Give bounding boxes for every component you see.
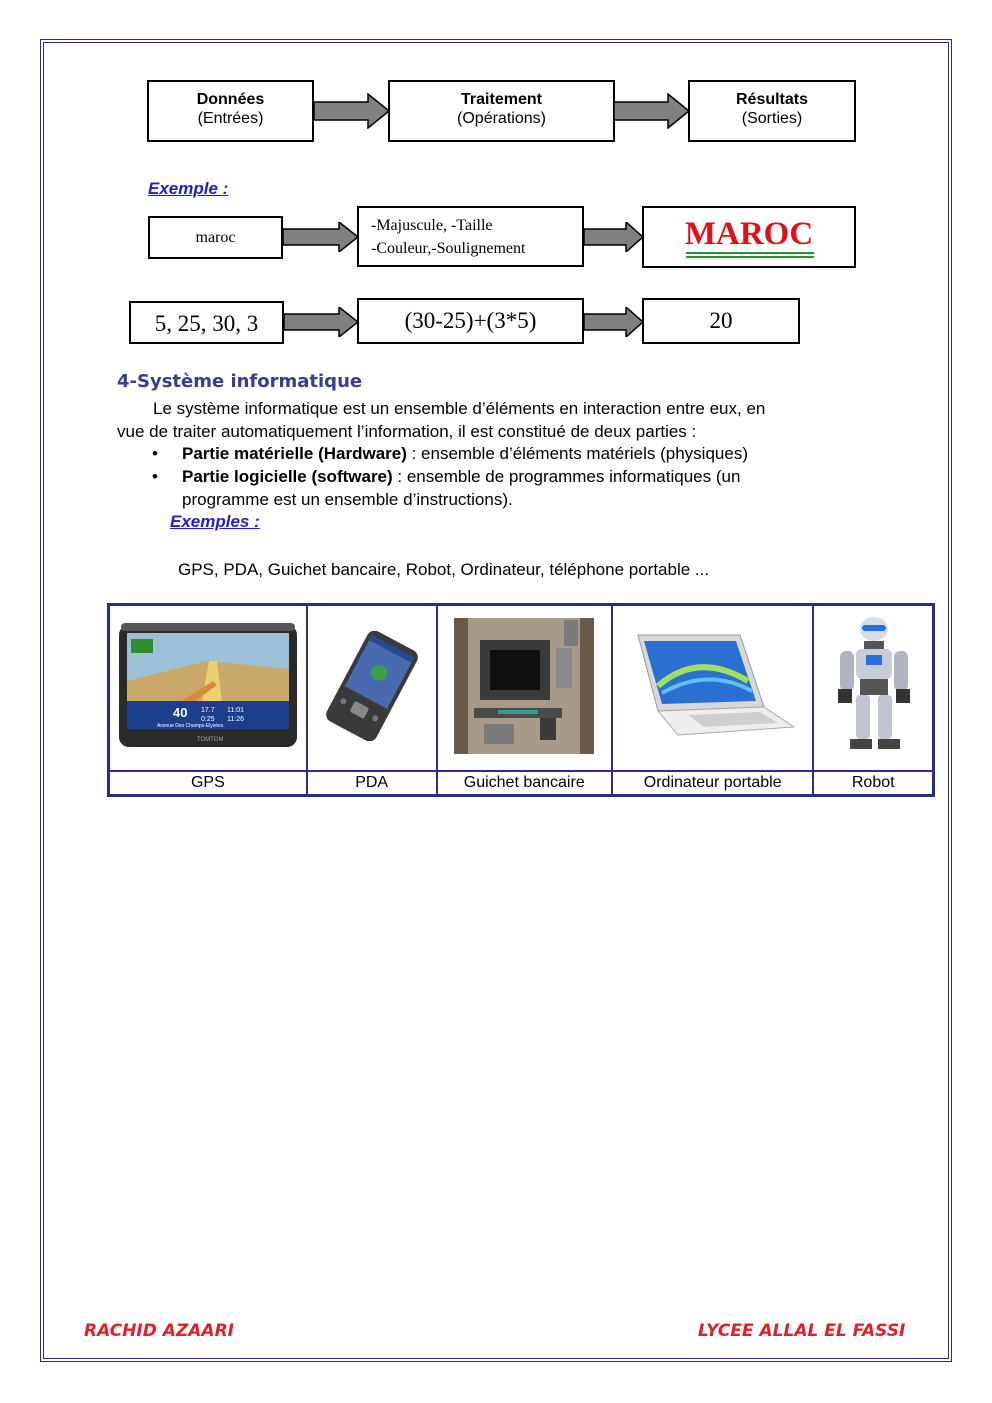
example1-process-box (357, 206, 584, 267)
bullet-software-term: Partie logicielle (software) (182, 467, 393, 486)
device-label: Guichet bancaire (437, 771, 612, 796)
device-label: Robot (813, 771, 933, 796)
device-label: PDA (307, 771, 437, 796)
example2-process-box (357, 298, 584, 344)
robot-icon (828, 611, 918, 761)
atm-icon (454, 618, 594, 754)
example1-input-box (148, 216, 283, 259)
gps-brand: TOMTOM (196, 736, 224, 743)
bullet-software-cont: programme est un ensemble d’instructions). (182, 490, 513, 509)
example-label: Exemple : (148, 179, 229, 198)
section-title: 4-Système informatique (117, 371, 363, 392)
bullet-software-text: : ensemble de programmes informatiques (un (392, 467, 741, 486)
example1-output-box (642, 206, 856, 268)
examples-list: GPS, PDA, Guichet bancaire, Robot, Ordinateur, téléphone portable ... (178, 560, 710, 579)
example1-process-line2: -Couleur,-Soulignement (371, 240, 526, 257)
arrow-right-icon (584, 222, 644, 252)
process-box (388, 80, 615, 142)
outputs-box (688, 80, 856, 142)
arrow-right-icon (314, 93, 390, 129)
devices-table (107, 603, 935, 797)
example1-process-line1: -Majuscule, -Taille (371, 217, 493, 234)
example2-process: (30-25)+(3*5) (404, 308, 537, 333)
example2-output-box (642, 298, 800, 344)
device-label: Ordinateur portable (612, 771, 813, 796)
robot-cell (813, 605, 933, 772)
process-title: Traitement (461, 91, 542, 108)
bullet-software (152, 465, 740, 488)
laptop-icon (628, 631, 798, 741)
gps-time4: 11:26 (226, 715, 244, 723)
example2-output: 20 (709, 308, 733, 333)
gps-device-icon (117, 621, 299, 751)
inputs-subtitle: (Entrées) (197, 110, 264, 127)
gps-cell (109, 605, 307, 772)
gps-speed: 40 (172, 704, 188, 720)
arrow-right-icon (584, 307, 644, 337)
examples-label: Exemples : (170, 512, 260, 531)
pda-cell (307, 605, 437, 772)
gps-street: Avenue Des Champs-Elysées (156, 722, 224, 729)
example1-output: MAROC (684, 216, 814, 252)
bullet-hardware-text: : ensemble d’éléments matériels (physiques) (406, 444, 748, 463)
bullet-dot: • (152, 444, 158, 463)
bullet-dot: • (152, 467, 158, 486)
section-paragraph-line2: vue de traiter automatiquement l’information, il est constitué de deux parties : (117, 422, 697, 441)
device-label: GPS (109, 771, 307, 796)
bullet-hardware-term: Partie matérielle (Hardware) (182, 444, 407, 463)
arrow-right-icon (284, 307, 359, 337)
example1-input: maroc (195, 229, 236, 246)
arrow-right-icon (283, 222, 359, 252)
example2-input-box (129, 301, 284, 344)
output-double-underline (686, 252, 814, 258)
atm-cell (437, 605, 612, 772)
example2-input: 5, 25, 30, 3 (154, 311, 259, 336)
inputs-box (147, 80, 314, 142)
bullet-hardware (152, 442, 748, 465)
outputs-title: Résultats (735, 91, 809, 108)
pda-device-icon (314, 631, 430, 741)
laptop-cell (612, 605, 813, 772)
gps-time3: 0:25 (200, 715, 215, 723)
footer-school: LYCEE ALLAL EL FASSI (698, 1321, 906, 1341)
footer-author: RACHID AZAARI (84, 1321, 234, 1341)
gps-time2: 11:01 (226, 706, 244, 714)
inputs-title: Données (196, 91, 265, 108)
outputs-subtitle: (Sorties) (741, 110, 803, 127)
gps-time1: 17.7 (200, 706, 215, 714)
process-subtitle: (Opérations) (457, 110, 546, 127)
arrow-right-icon (614, 93, 690, 129)
section-paragraph-line1: Le système informatique est un ensemble d’éléments en interaction entre eux, en (153, 399, 766, 418)
